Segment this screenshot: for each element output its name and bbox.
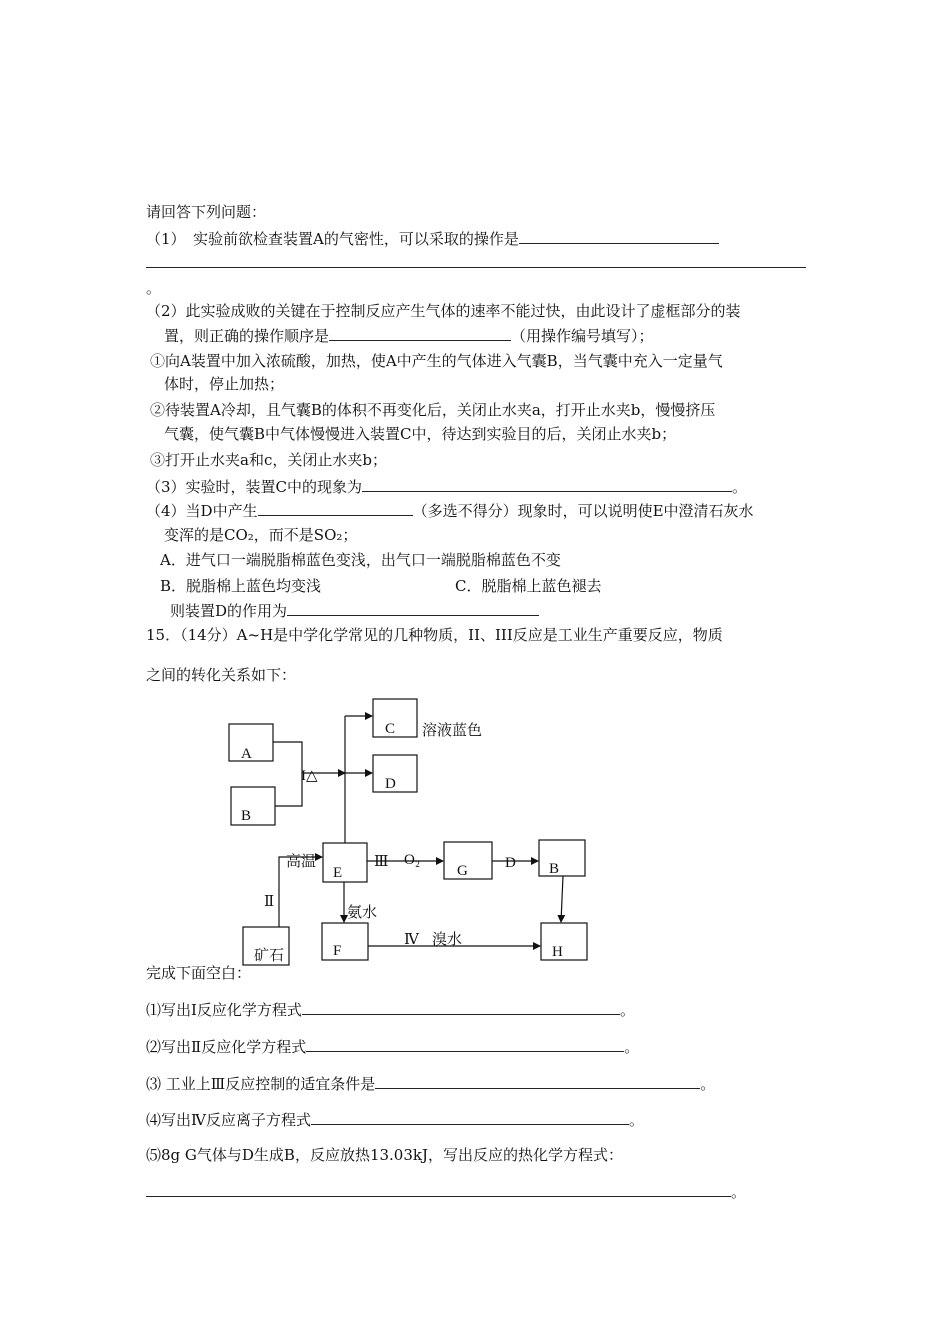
box-a-label: A: [241, 746, 252, 762]
fill-item-1: [146, 999, 635, 1020]
option-c: C．脱脂棉上蓝色褪去: [455, 577, 602, 595]
question-4-hint: （多选不得分）现象时，可以说明使E中澄清石灰水: [412, 502, 754, 520]
box-b2-label: B: [549, 861, 560, 877]
box-h: [541, 923, 587, 960]
box-e-label: E: [333, 865, 343, 881]
fill-item-3: [146, 1073, 715, 1094]
label-reaction-2: Ⅱ: [264, 894, 275, 910]
box-c-label: C: [385, 721, 396, 737]
label-reaction-4: Ⅳ: [404, 932, 419, 948]
question-2-text: 置，则正确的操作顺序是: [164, 327, 330, 345]
fill-item-3-end: 。: [700, 1075, 716, 1093]
fill-item-5: ⑸8g G气体与D生成B，反应放热13.03kJ，写出反应的热化学方程式：: [146, 1146, 623, 1164]
label-solution-blue: 溶液蓝色: [422, 723, 483, 739]
box-g: [444, 842, 492, 879]
question-2-line1: （2）此实验成败的关键在于控制反应产生气体的速率不能过快，由此设计了虚框部分的装: [146, 302, 741, 320]
fill-item-4-text: ⑷写出Ⅳ反应离子方程式: [146, 1111, 311, 1129]
question-4-text: （4）当D中产生: [146, 502, 258, 520]
label-d: D: [505, 855, 516, 871]
question-15-line1: 15．（14分）A~H是中学化学常见的几种物质，II、III反应是工业生产重要反应，物质: [146, 626, 723, 644]
label-ammonia: 氨水: [347, 905, 378, 921]
question-1-text: （1） 实验前欲检查装置A的气密性，可以采取的操作是: [146, 230, 519, 248]
question-15-line2: 之间的转化关系如下：: [146, 666, 297, 684]
operation-3: ③打开止水夹a和c，关闭止水夹b；: [150, 451, 387, 469]
fill-item-5-end: 。: [731, 1183, 747, 1201]
box-g-label: G: [457, 863, 468, 879]
question-4-line2: 变浑的是CO₂，而不是SO₂；: [164, 526, 358, 544]
operation-1-line1: ①向A装置中加入浓硫酸，加热，使A中产生的气体进入气囊B，当气囊中充入一定量气: [150, 352, 723, 370]
box-e: [323, 843, 367, 882]
operation-2-line1: ②待装置A冷却，且气囊B的体积不再变化后，关闭止水夹a，打开止水夹b，慢慢挤压: [150, 401, 716, 419]
box-ore-label: 矿石: [254, 948, 285, 964]
fill-blank-1[interactable]: [302, 999, 620, 1015]
fill-item-5-answer: [146, 1181, 746, 1202]
label-oxygen: O₂: [404, 852, 421, 868]
fill-blank-2[interactable]: [306, 1036, 624, 1052]
question-3-text: （3）实验时，装置C中的现象为: [146, 478, 363, 496]
fill-item-4: [146, 1109, 644, 1130]
box-b-label: B: [241, 808, 252, 824]
box-h-label: H: [552, 944, 563, 960]
label-reaction-1: I△: [301, 768, 318, 784]
question-3-end: 。: [732, 478, 748, 496]
fill-heading: 完成下面空白：: [146, 964, 252, 982]
fill-item-1-end: 。: [619, 1001, 635, 1019]
option-a: A．进气口一端脱脂棉蓝色变浅，出气口一端脱脂棉蓝色不变: [160, 551, 561, 569]
arrow-b-to-h: [561, 876, 563, 922]
question-2-hint: （用操作编号填写）；: [511, 327, 654, 345]
operation-1-line2: 体时，停止加热；: [164, 375, 285, 393]
box-b: [231, 787, 275, 825]
label-reaction-3: Ⅲ: [374, 854, 389, 870]
box-f: [322, 923, 368, 960]
fill-item-1-text: ⑴写出Ⅰ反应化学方程式: [146, 1001, 302, 1019]
box-b2: [539, 840, 585, 876]
fill-item-2-text: ⑵写出Ⅱ反应化学方程式: [146, 1038, 307, 1056]
intro-text: 请回答下列问题：: [146, 203, 267, 221]
fill-item-2-end: 。: [624, 1038, 640, 1056]
fill-blank-4[interactable]: [311, 1109, 629, 1125]
bracket-a-b: [273, 742, 302, 806]
fill-blank-3[interactable]: [375, 1073, 700, 1089]
box-f-label: F: [333, 943, 342, 959]
fill-item-3-text: ⑶ 工业上Ⅲ反应控制的适宜条件是: [146, 1075, 376, 1093]
operation-2-line2: 气囊，使气囊B中气体慢慢进入装置C中，待达到实验目的后，关闭止水夹b；: [164, 425, 677, 443]
label-bromine-water: 溴水: [432, 932, 463, 948]
fill-blank-5[interactable]: [146, 1181, 731, 1197]
question-1-end: 。: [146, 279, 162, 297]
fill-item-4-end: 。: [629, 1111, 645, 1129]
fill-item-2: [146, 1036, 639, 1057]
device-d-role-text: 则装置D的作用为: [170, 602, 288, 620]
label-high-temperature: 高温: [286, 854, 317, 870]
box-d-label: D: [385, 776, 396, 792]
option-b: B．脱脂棉上蓝色均变浅: [160, 577, 322, 595]
